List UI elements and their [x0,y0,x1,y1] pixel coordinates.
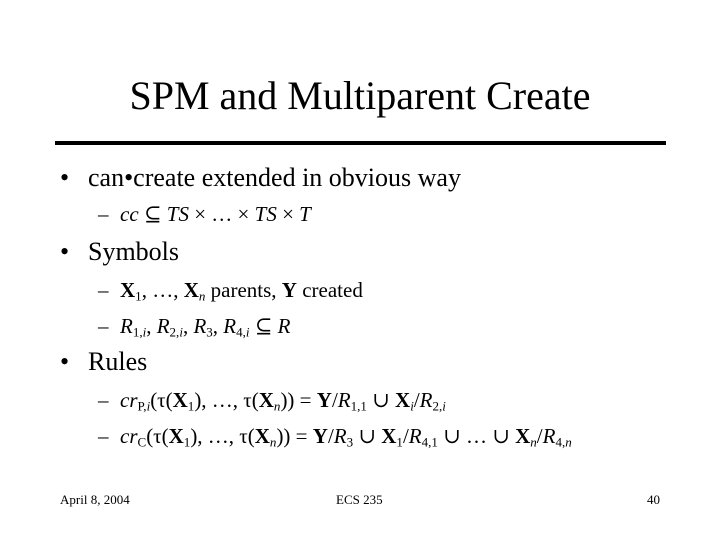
bullet-marker: • [60,347,70,376]
bullet-1-sub-1 [98,201,311,227]
dash-marker: – [98,202,109,226]
dash-marker: – [98,314,109,338]
bullet-marker: • [60,163,70,192]
bullet-3 [60,346,147,378]
bullet-3-text: Rules [88,347,148,376]
bullet-3-sub-2 [98,423,572,449]
bullet-2 [60,236,179,268]
bullet-2-sub-1 [98,277,363,303]
slide-title: SPM and Multiparent Create [129,73,591,118]
dash-marker: – [98,278,109,302]
bullet-3-sub-1 [98,387,446,413]
bullet-marker: • [60,237,70,266]
dash-marker: – [98,424,109,448]
dash-marker: – [98,388,109,412]
bullet-1-text: can•create extended in obvious way [88,163,461,192]
footer-date: April 8, 2004 [60,492,130,507]
bullet-3-sub-2-text: $cr_C(\tau(X_1)$, …, $\tau(X_n)) = Y/R_3$ ∪ $X_1/R_{4,1}$ ∪ … ∪ $X_n/R_{4,n}$ [120,424,572,450]
bullet-2-sub-2 [98,313,290,339]
bullet-3-sub-1-text: $cr_{P,i}(\tau(X_1)$, …, $\tau(X_n)) = Y/R_{1,1}$ ∪ $X_i/R_{2,i}$ [120,388,446,414]
bullet-2-text: Symbols [88,237,180,266]
bullet-2-sub-2-text: $R_{1,i}$, $R_{2,i}$, $R_3$, $R_{4,i}$ ⊆ R [120,314,291,340]
bullet-1 [60,162,461,194]
bullet-2-sub-1-text: $X_1$, …, $X_n$ parents, Y created [120,278,363,304]
title-divider [55,141,666,145]
bullet-1-sub-1-text: cc ⊆ TS × … × TS × T [120,202,311,226]
footer-course: ECS 235 [336,492,383,507]
footer-page-number: 40 [647,492,660,507]
